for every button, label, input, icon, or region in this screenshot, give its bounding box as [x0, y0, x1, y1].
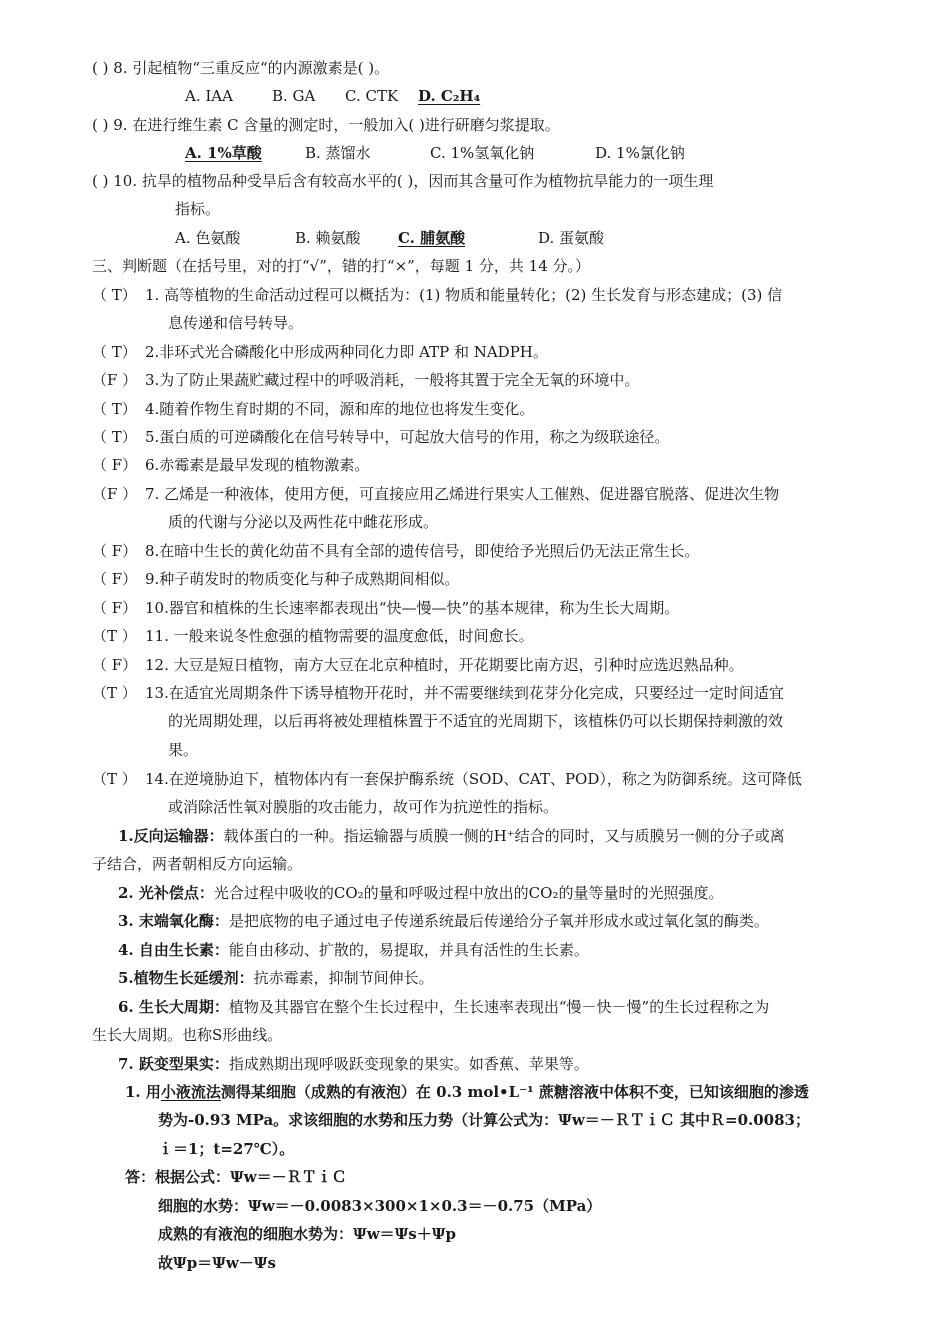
- tf-9-text: 9.种子萌发时的物质变化与种子成熟期间相似。: [145, 570, 460, 588]
- def-4-term: 4. 自由生长素：: [118, 941, 229, 959]
- tf-5-mark: （ T）: [92, 428, 137, 446]
- tf-6-mark: （ F）: [92, 456, 138, 474]
- mc-9-option-d: D. 1%氯化钠: [595, 144, 685, 162]
- calc-answer-line1: 答：根据公式：Ψw＝－ＲＴｉＣ: [125, 1168, 347, 1186]
- tf-12-mark: （ F）: [92, 656, 138, 674]
- tf-10-text: 10.器官和植株的生长速率都表现出“快—慢—快”的基本规律，称为生长大周期。: [145, 599, 680, 617]
- tf-14-cont: 或消除活性氧对膜脂的攻击能力，故可作为抗逆性的指标。: [168, 798, 559, 816]
- mc-8-option-a: A. IAA: [185, 87, 233, 105]
- tf-1-cont: 息传递和信号转导。: [168, 314, 304, 332]
- def-7-text: 指成熟期出现呼吸跃变现象的果实。如香蕉、苹果等。: [228, 1055, 589, 1073]
- tf-9-mark: （ F）: [92, 570, 138, 588]
- calc-q-rest: 测得某细胞（成熟的有液泡）在 0.3 mol•L⁻¹ 蔗糖溶液中体积不变，已知该细胞的渗透: [220, 1083, 809, 1101]
- tf-13-cont: 的光周期处理，以后再将被处理植株置于不适宜的光周期下，该植株仍可以长期保持刺激的效: [168, 712, 784, 730]
- calc-question-line3: ｉ＝1；t=27℃）。: [158, 1140, 295, 1158]
- tf-8-text: 8.在暗中生长的黄化幼苗不具有全部的遗传信号，即使给予光照后仍无法正常生长。: [145, 542, 700, 560]
- tf-2-text: 2.非环式光合磷酸化中形成两种同化力即 ATP 和 NADPH。: [145, 343, 548, 361]
- def-2-term: 2. 光补偿点：: [118, 884, 214, 902]
- tf-4-text: 4.随着作物生育时期的不同，源和库的地位也将发生变化。: [145, 400, 535, 418]
- mc-10-option-c-answer: C. 脯氨酸: [398, 229, 466, 247]
- def-6-text: 植物及其器官在整个生长过程中，生长速率表现出“慢－快－慢”的生长过程称之为: [228, 998, 770, 1016]
- mc-8-option-d-answer: D. C₂H₄: [418, 87, 481, 105]
- tf-14-text: 14.在逆境胁迫下，植物体内有一套保护酶系统（SOD、CAT、POD），称之为防御系统。这可降低: [145, 770, 802, 788]
- tf-4-mark: （ T）: [92, 400, 137, 418]
- def-4: [118, 940, 589, 960]
- def-2-text: 光合过程中吸收的CO₂的量和呼吸过程中放出的CO₂的量等量时的光照强度。: [213, 884, 724, 902]
- tf-5-text: 5.蛋白质的可逆磷酸化在信号转导中，可起放大信号的作用，称之为级联途径。: [145, 428, 670, 446]
- mc-9-option-b: B. 蒸馏水: [305, 144, 371, 162]
- tf-13-text: 13.在适宜光周期条件下诱导植物开花时，并不需要继续到花芽分化完成，只要经过一定时间适宜: [145, 684, 784, 702]
- tf-2-mark: （ T）: [92, 343, 137, 361]
- tf-6-text: 6.赤霉素是最早发现的植物激素。: [145, 456, 370, 474]
- tf-3-mark: （F ）: [92, 371, 138, 389]
- tf-7-mark: （F ）: [92, 485, 138, 503]
- tf-10-mark: （ F）: [92, 599, 138, 617]
- mc-10-option-d: D. 蛋氨酸: [538, 229, 605, 247]
- def-6: [118, 997, 769, 1017]
- mc-9-option-c: C. 1%氢氧化钠: [430, 144, 535, 162]
- mc-10-stem: ( ) 10. 抗旱的植物品种受旱后含有较高水平的( )，因而其含量可作为植物抗旱能力的一项生理: [92, 172, 714, 190]
- tf-3-text: 3.为了防止果蔬贮藏过程中的呼吸消耗，一般将其置于完全无氧的环境中。: [145, 371, 640, 389]
- calc-answer-line3: 成熟的有液泡的细胞水势为：Ψw＝Ψs＋Ψp: [158, 1225, 456, 1243]
- def-3: [118, 911, 769, 931]
- mc-9-option-a-answer: A. 1%草酸: [185, 144, 262, 162]
- def-6-term: 6. 生长大周期：: [118, 998, 229, 1016]
- def-1-text: 载体蛋白的一种。指运输器与质膜一侧的H⁺结合的同时，又与质膜另一侧的分子或离: [223, 827, 785, 845]
- def-5-text: 抗赤霉素，抑制节间伸长。: [253, 969, 434, 987]
- calc-q-prefix: 1. 用: [125, 1083, 161, 1101]
- mc-8-option-b: B. GA: [272, 87, 316, 105]
- tf-11-mark: （T ）: [92, 627, 137, 645]
- tf-1-text: 1. 高等植物的生命活动过程可以概括为：(1) 物质和能量转化；(2) 生长发育与形态建成；(3) 信: [145, 286, 783, 304]
- tf-12-text: 12. 大豆是短日植物，南方大豆在北京种植时，开花期要比南方迟，引种时应选迟熟品种。: [145, 656, 744, 674]
- def-1-term: 1.反向运输器：: [118, 827, 224, 845]
- mc-9-stem: ( ) 9. 在进行维生素 C 含量的测定时，一般加入( )进行研磨匀浆提取。: [92, 116, 560, 134]
- tf-section-header: 三、判断题（在括号里，对的打“√”，错的打“×”，每题 1 分，共 14 分。）: [92, 257, 591, 275]
- tf-11-text: 11. 一般来说冬性愈强的植物需要的温度愈低，时间愈长。: [145, 627, 534, 645]
- mc-10-option-b: B. 赖氨酸: [295, 229, 361, 247]
- tf-8-mark: （ F）: [92, 542, 138, 560]
- calc-q-method: 小液流法: [160, 1083, 221, 1101]
- def-3-term: 3. 末端氧化酶：: [118, 912, 229, 930]
- def-7: [118, 1054, 589, 1074]
- def-5: [118, 968, 434, 988]
- def-5-term: 5.植物生长延缓剂：: [118, 969, 254, 987]
- tf-7-text: 7. 乙烯是一种液体，使用方便，可直接应用乙烯进行果实人工催熟、促进器官脱落、促进次生物: [145, 485, 780, 503]
- def-3-text: 是把底物的电子通过电子传递系统最后传递给分子氧并形成水或过氧化氢的酶类。: [228, 912, 769, 930]
- def-6-cont: 生长大周期。也称S形曲线。: [92, 1026, 283, 1044]
- calc-question-line2: 势为-0.93 MPa。求该细胞的水势和压力势（计算公式为：Ψw＝－ＲＴｉＣ 其中Ｒ=0.0083；: [158, 1111, 810, 1129]
- mc-8-option-c: C. CTK: [345, 87, 399, 105]
- def-4-text: 能自由移动、扩散的，易提取，并具有活性的生长素。: [228, 941, 589, 959]
- mc-10-option-a: A. 色氨酸: [175, 229, 241, 247]
- mc-8-stem: ( ) 8. 引起植物“三重反应“的内源激素是( )。: [92, 59, 390, 77]
- calc-question-line1: [125, 1082, 809, 1102]
- def-2: [118, 883, 723, 903]
- mc-10-stem-cont: 指标。: [175, 200, 221, 218]
- def-1: [118, 826, 785, 846]
- calc-answer-line2: 细胞的水势：Ψw＝－0.0083×300×1×0.3＝－0.75（MPa）: [158, 1197, 602, 1215]
- def-7-term: 7. 跃变型果实：: [118, 1055, 229, 1073]
- tf-7-cont: 质的代谢与分泌以及两性花中雌花形成。: [168, 513, 439, 531]
- tf-1-mark: （ T）: [92, 286, 137, 304]
- def-1-cont: 子结合，两者朝相反方向运输。: [92, 855, 303, 873]
- tf-13-mark: （T ）: [92, 684, 137, 702]
- tf-14-mark: （T ）: [92, 770, 137, 788]
- tf-13-cont2: 果。: [168, 741, 199, 759]
- calc-answer-line4: 故Ψp＝Ψw－Ψs: [158, 1254, 276, 1272]
